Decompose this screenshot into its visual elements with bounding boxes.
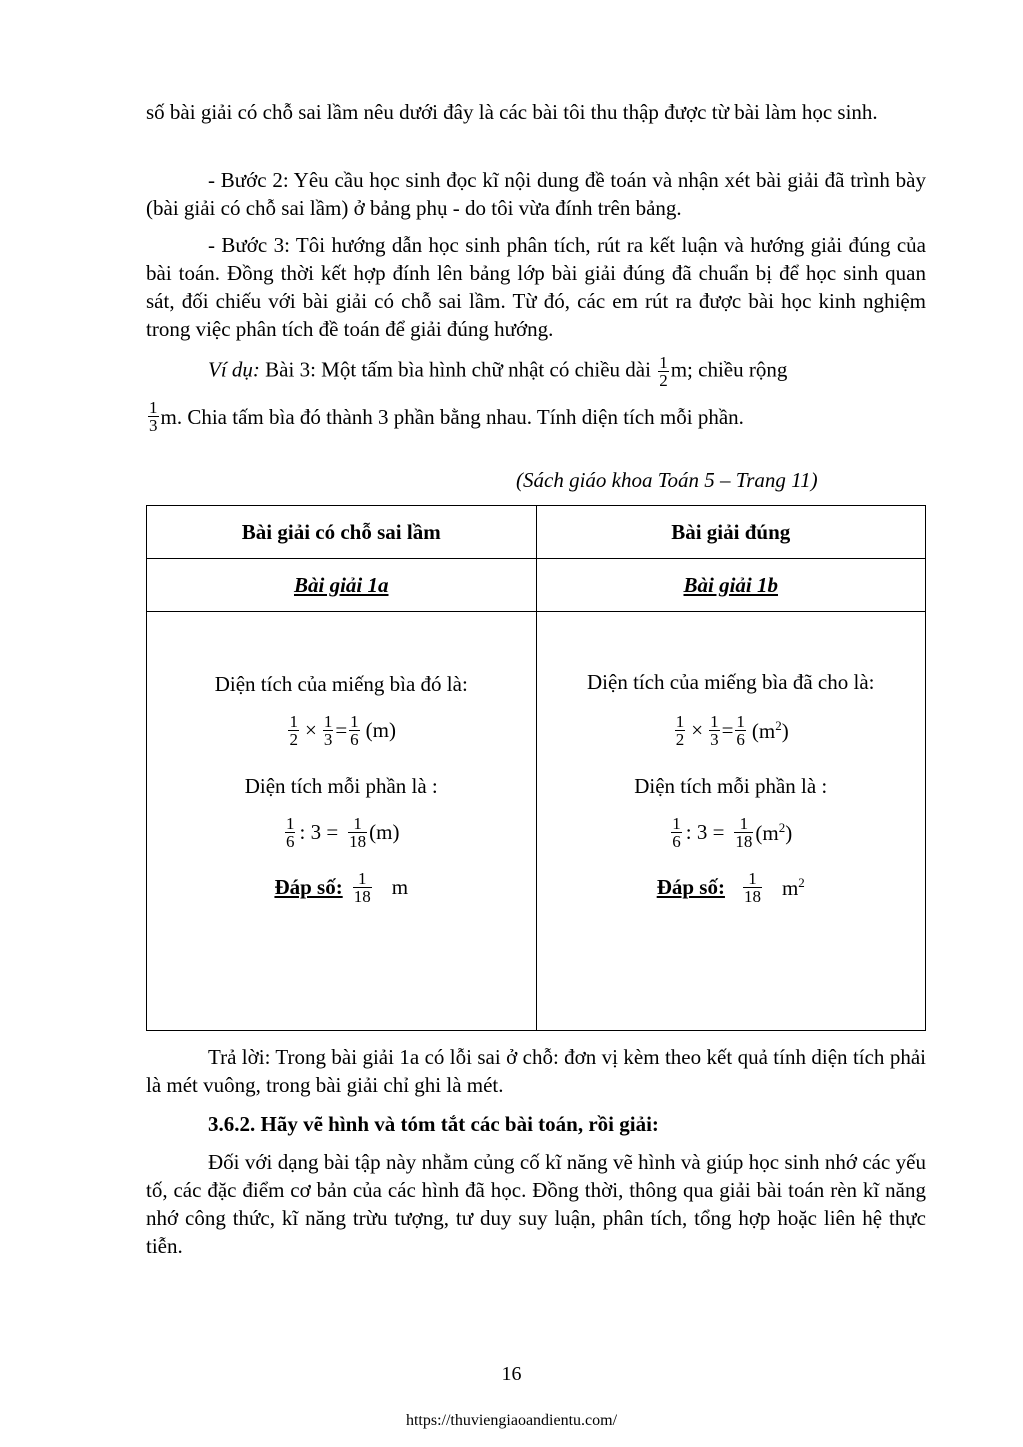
- example-text-2: m; chiều rộng: [670, 357, 788, 382]
- wrong-answer: Đáp số: $\frac{1}{18}$ m: [274, 869, 409, 906]
- source-citation: (Sách giáo khoa Toán 5 – Trang 11): [516, 468, 818, 492]
- solution-table: [146, 505, 926, 1031]
- paragraph-answer: Trả lời: Trong bài giải 1a có lỗi sai ở chỗ: đơn vị kèm theo kết quả tính diện tích phải là mét vuông, trong bài giải chỉ ghi là mét.: [146, 1045, 926, 1097]
- correct-area-line: Diện tích của miếng bìa đã cho là:: [587, 670, 875, 694]
- footer-url[interactable]: https://thuviengiaoandientu.com/: [405, 1412, 618, 1429]
- fraction-length: $\frac{1}{2}$: [659, 353, 668, 390]
- wrong-area-line: Diện tích của miếng bìa đó là:: [214, 672, 468, 696]
- paragraph-step-3: - Bước 3: Tôi hướng dẫn học sinh phân tích, rút ra kết luận và hướng giải đúng của bài toán. Đồng thời kết hợp đính lên bảng lớp bài giải đúng đã chuẩn bị để học sinh quan sát, đối chiếu với bài giải có chỗ sai lầm. Từ đó, các em rút ra được bài học kinh nghiệm trong việc phân tích đề toán để giải đúng hướng.: [146, 233, 926, 341]
- correct-area-equation: $\frac{1}{2}$ × $\frac{1}{3}$ = $\frac{1}{6}$ $(m^2)$: [675, 712, 789, 749]
- wrong-area-equation: $\frac{1}{2}$ × $\frac{1}{3}$ = $\frac{1}{6}$ (m): [289, 712, 396, 749]
- example-text-3: m. Chia tấm bìa đó thành 3 phần bằng nhau. Tính diện tích mỗi phần.: [160, 404, 744, 429]
- correct-solution-body: [536, 612, 926, 1031]
- example-label: Ví dụ:: [208, 357, 260, 382]
- example-problem: [146, 354, 926, 434]
- subheader-1b: Bài giải 1b: [536, 559, 926, 612]
- paragraph-step-2: - Bước 2: Yêu cầu học sinh đọc kĩ nội dung đề toán và nhận xét bài giải đã trình bày (bài giải có chỗ sai lầm) ở bảng phụ - do tôi vừa đính trên bảng.: [146, 168, 926, 220]
- wrong-part-line: Diện tích mỗi phần là :: [244, 774, 438, 798]
- correct-part-line: Diện tích mỗi phần là :: [634, 774, 828, 798]
- paragraph-1: số bài giải có chỗ sai lầm nêu dưới đây là các bài tôi thu thập được từ bài làm học sinh.: [146, 100, 878, 124]
- page-number: 16: [501, 1363, 522, 1385]
- fraction-width: $\frac{1}{3}$: [149, 398, 158, 435]
- wrong-solution-body: [147, 612, 537, 1031]
- correct-answer: Đáp số: $\frac{1}{18}$ $m^2$: [656, 869, 805, 906]
- paragraph-section: Đối với dạng bài tập này nhằm củng cố kĩ năng vẽ hình và giúp học sinh nhớ các yếu tố, các đặc điểm cơ bản của các hình đã học. Đồng thời, thông qua giải bài toán rèn kĩ năng nhớ công thức, kĩ năng trừu tượng, tư duy suy luận, phân tích, tổng hợp hoặc liên hệ thực tiễn.: [146, 1150, 926, 1258]
- header-correct-solution: Bài giải đúng: [536, 506, 926, 559]
- section-heading: 3.6.2. Hãy vẽ hình và tóm tắt các bài toán, rồi giải:: [208, 1112, 659, 1136]
- example-text-1: Bài 3: Một tấm bìa hình chữ nhật có chiều dài: [259, 357, 657, 382]
- subheader-1a: Bài giải 1a: [147, 559, 537, 612]
- correct-part-equation: $\frac{1}{6}$ : 3 = $\frac{1}{18}$ $(m^2)$: [672, 814, 793, 851]
- wrong-part-equation: $\frac{1}{6}$ : 3 = $\frac{1}{18}$ (m): [285, 814, 400, 851]
- header-wrong-solution: Bài giải có chỗ sai lầm: [147, 506, 537, 559]
